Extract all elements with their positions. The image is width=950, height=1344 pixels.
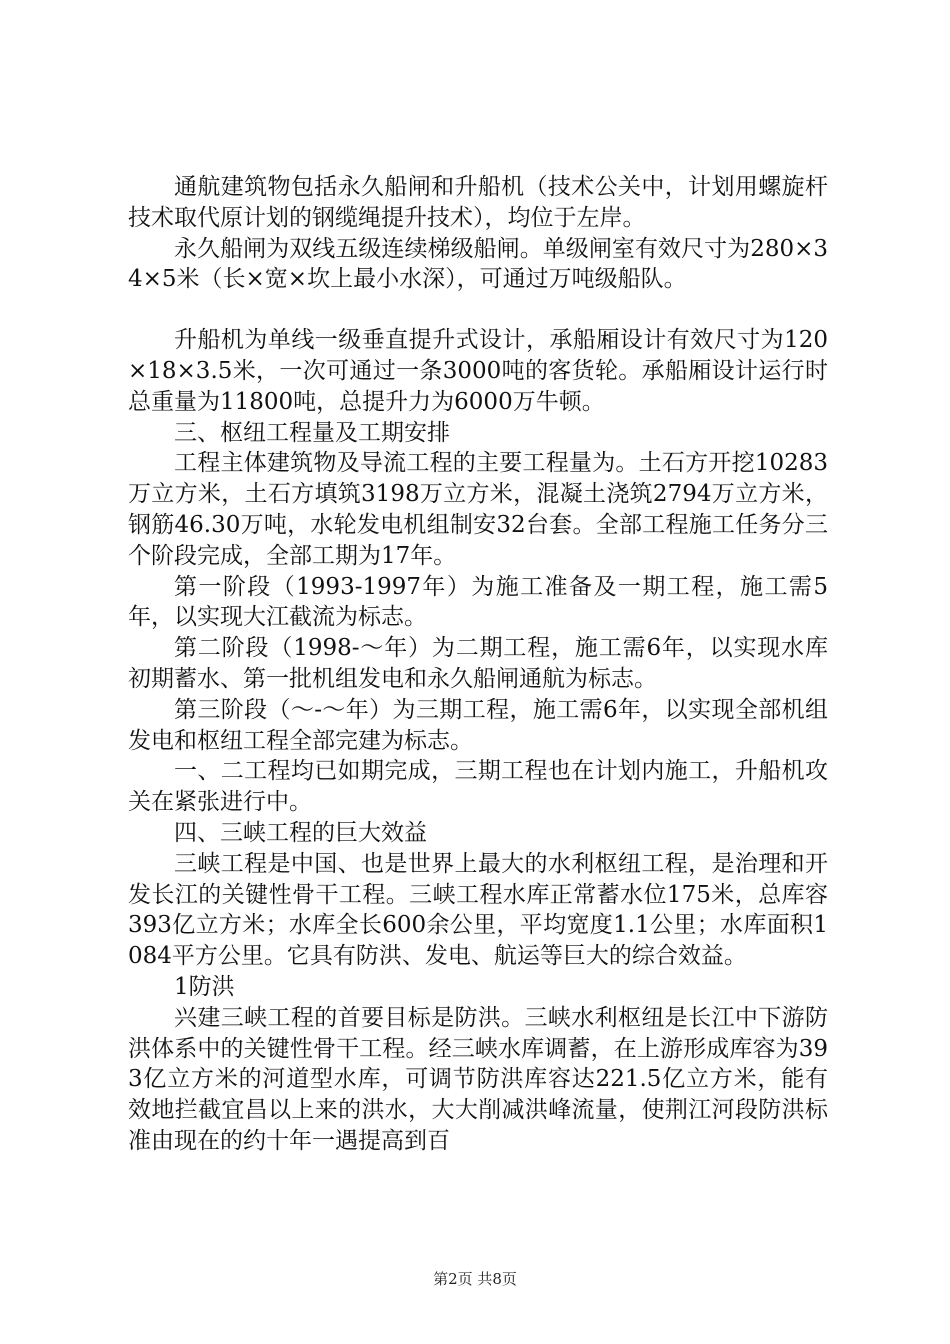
page-footer: 第2页 共8页 [433, 1270, 517, 1288]
section-heading-benefits: 四、三峡工程的巨大效益 [174, 819, 427, 846]
paragraph-phase-one: 第一阶段（1993-1997年）为施工准备及一期工程，施工需5年，以实现大江截流为标志。 [128, 573, 828, 631]
paragraph-main-quantities: 工程主体建筑物及导流工程的主要工程量为。土石方开挖10283万立方米，土石方填筑3198万立方米，混凝土浇筑2794万立方米，钢筋46.30万吨，水轮发电机组制安32台套。全部工程施工任务分三个阶段完成，全部工期为17年。 [128, 450, 828, 569]
paragraph-phase-three: 第三阶段（～-～年）为三期工程，施工需6年，以实现全部机组发电和枢纽工程全部完建为标志。 [128, 696, 828, 754]
document-body [128, 172, 828, 1157]
paragraph-permanent-shiplock: 永久船闸为双线五级连续梯级船闸。单级闸室有效尺寸为280×34×5米（长×宽×坎上最小水深），可通过万吨级船队。 [128, 235, 828, 293]
paragraph-project-overview: 三峡工程是中国、也是世界上最大的水利枢纽工程，是治理和开发长江的关键性骨干工程。三峡工程水库正常蓄水位175米，总库容393亿立方米；水库全长600余公里，平均宽度1.1公里；水库面积1084平方公里。它具有防洪、发电、航运等巨大的综合效益。 [128, 850, 828, 970]
paragraph-progress-status: 一、二工程均已如期完成，三期工程也在计划内施工，升船机攻关在紧张进行中。 [128, 758, 828, 816]
paragraph-navigation-structures: 通航建筑物包括永久船闸和升船机（技术公关中，计划用螺旋杆技术取代原计划的钢缆绳提升技术），均位于左岸。 [128, 174, 828, 231]
subheading-flood-control: 1防洪 [174, 973, 235, 1000]
paragraph-flood-control: 兴建三峡工程的首要目标是防洪。三峡水利枢纽是长江中下游防洪体系中的关键性骨干工程。经三峡水库调蓄，在上游形成库容为393亿立方米的河道型水库，可调节防洪库容达221.5亿立方米，能有效地拦截宜昌以上来的洪水，大大削减洪峰流量，使荆江河段防洪标准由现在的约十年一遇提高到百 [128, 1004, 828, 1154]
section-heading-quantities-schedule: 三、枢纽工程量及工期安排 [174, 419, 450, 446]
paragraph-ship-lift: 升船机为单线一级垂直提升式设计，承船厢设计有效尺寸为120×18×3.5米，一次可通过一条3000吨的客货轮。承船厢设计运行时总重量为11800吨，总提升力为6000万牛顿。 [128, 327, 828, 415]
paragraph-phase-two: 第二阶段（1998-～年）为二期工程，施工需6年，以实现水库初期蓄水、第一批机组发电和永久船闸通航为标志。 [128, 635, 828, 692]
